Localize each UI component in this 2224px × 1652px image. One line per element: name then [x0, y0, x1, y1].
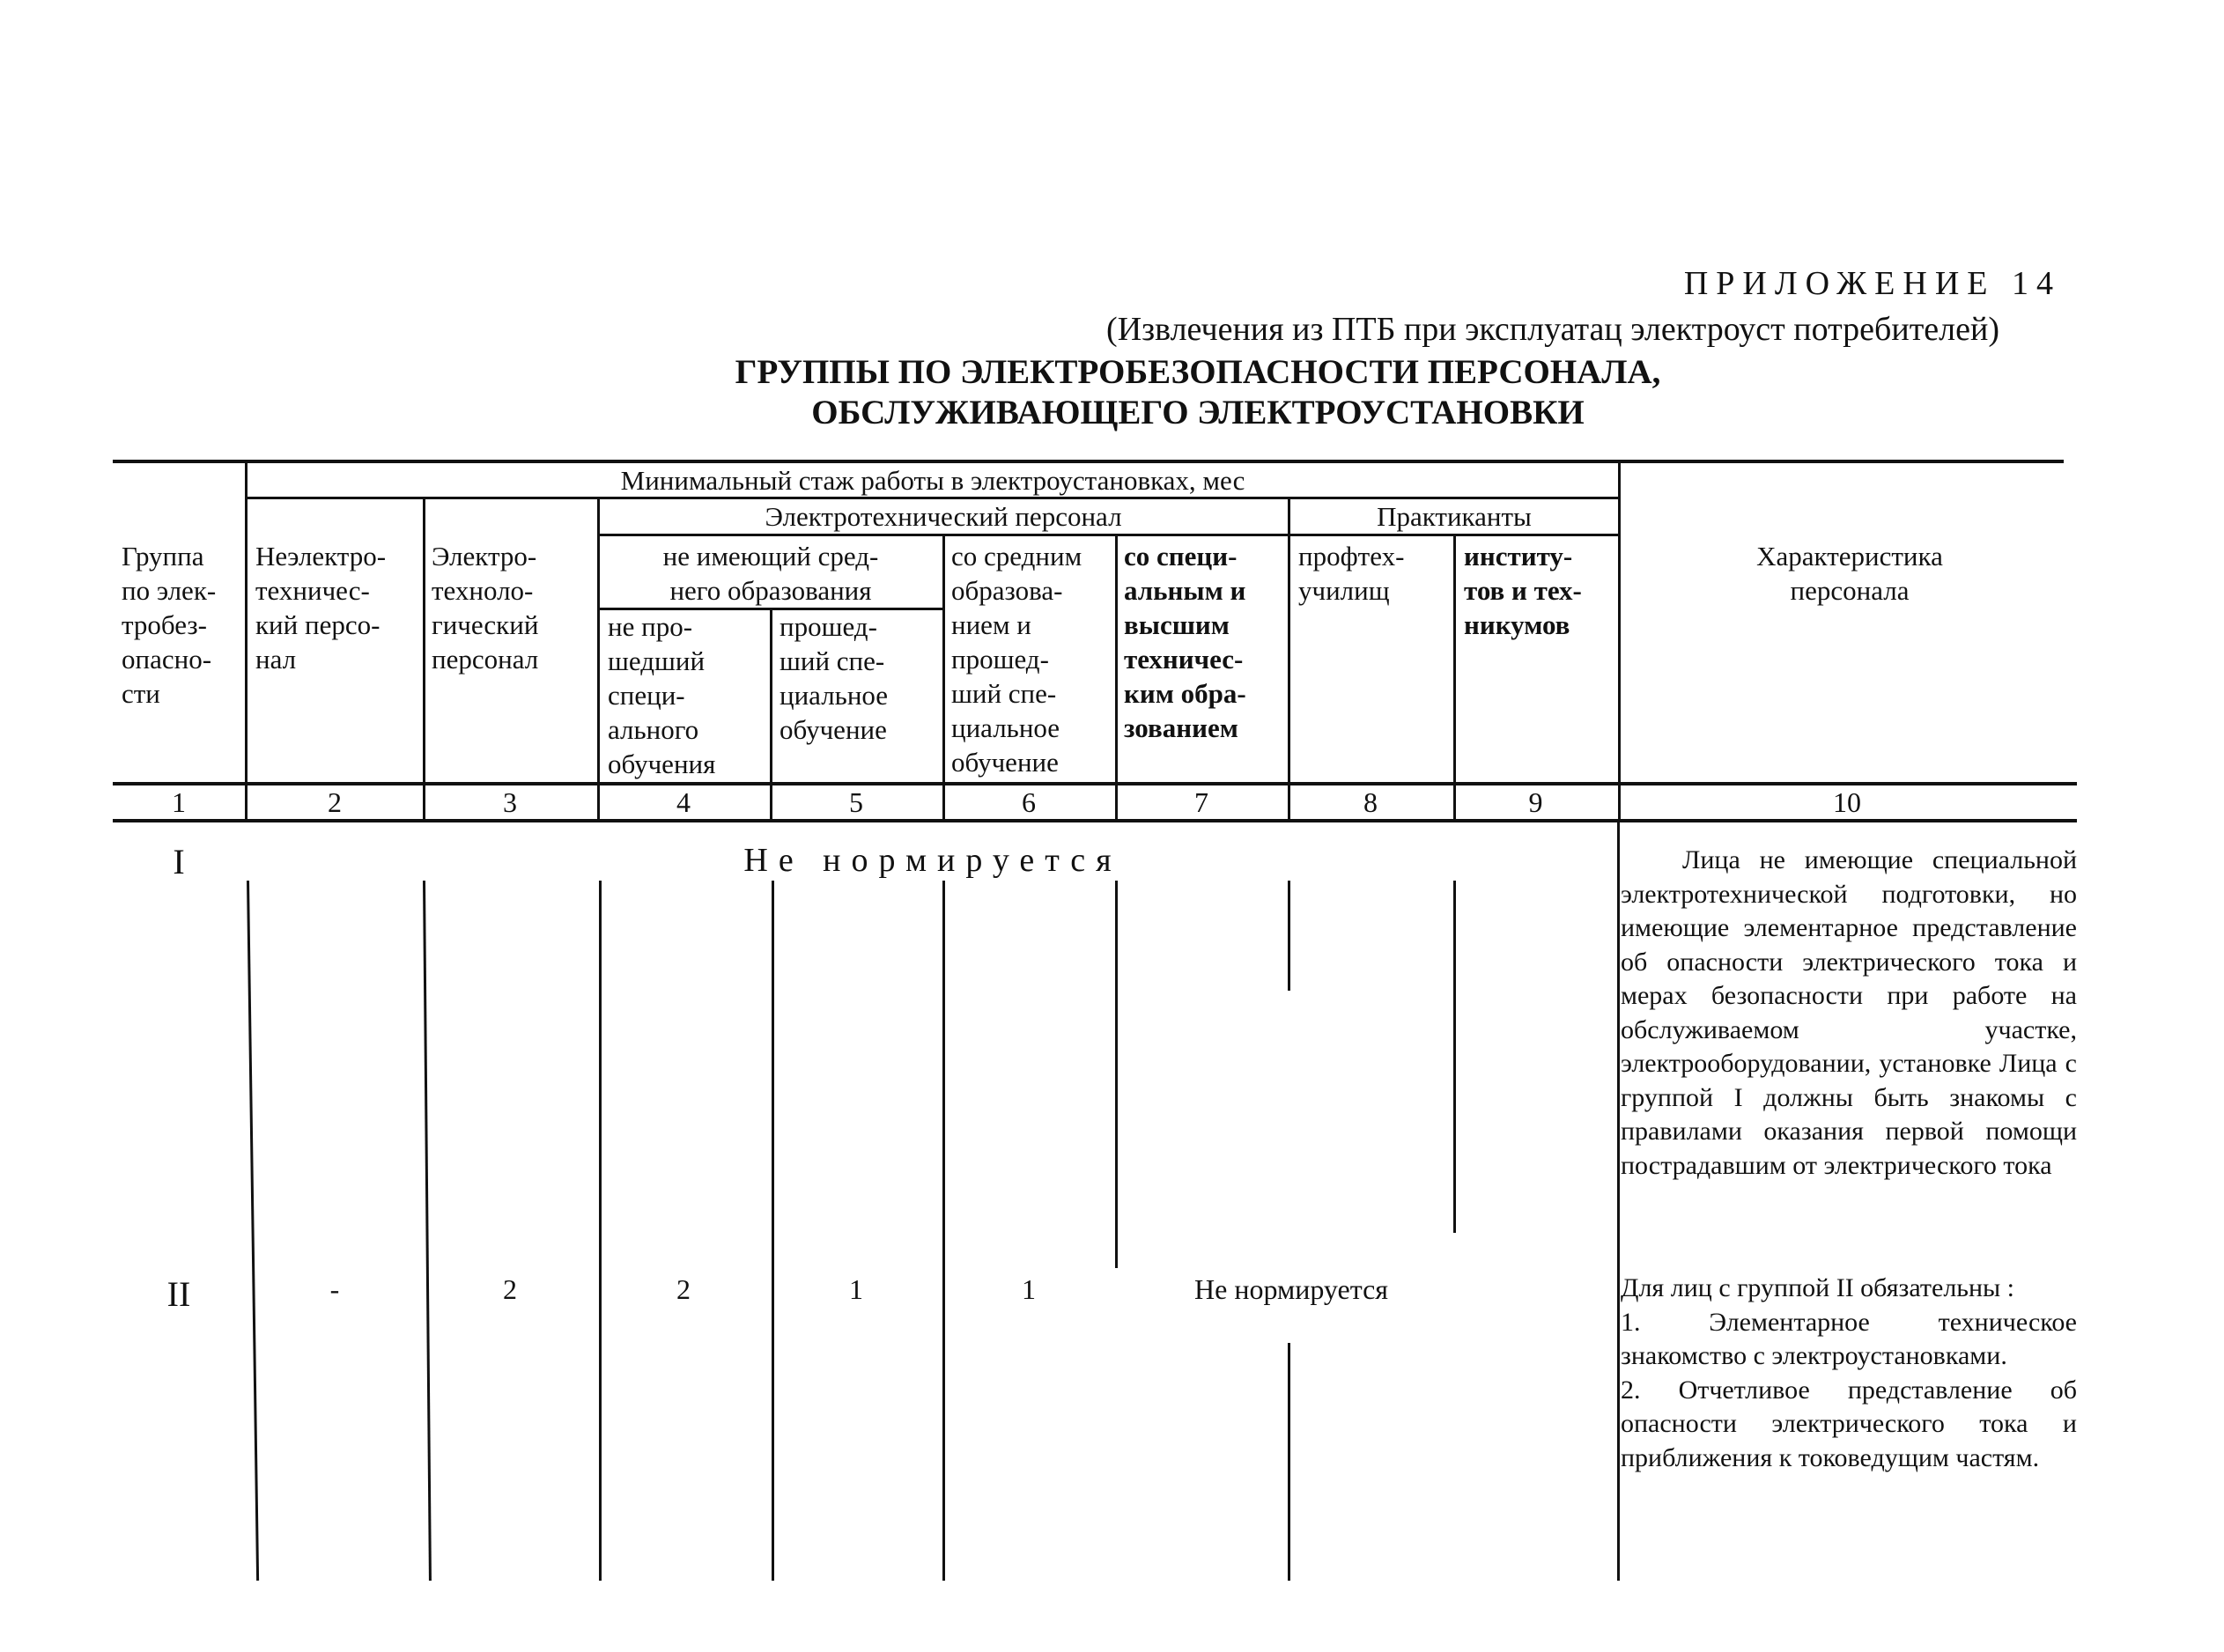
value-cell: 2 [503, 1273, 517, 1305]
column-number: 1 [172, 786, 186, 818]
document-title [458, 352, 1938, 433]
header-institutes: институ- тов и тех- никумов [1464, 541, 1582, 640]
header-non-electrotechnical: Неэлектро- техничес- кий персо- нал [255, 541, 387, 675]
header-divider-2 [423, 497, 425, 821]
group-number: I [173, 842, 185, 881]
numbers-top-border [113, 782, 2077, 785]
header-no-training: не про- шедший специ- ального обучения [608, 611, 716, 779]
body-divider-8 [1453, 881, 1456, 1233]
body-divider-7b [1288, 1343, 1290, 1581]
title-line-1: ГРУППЫ ПО ЭЛЕКТРОБЕЗОПАСНОСТИ ПЕРСОНАЛА, [735, 353, 1661, 391]
column-number: 3 [503, 786, 517, 818]
body-divider-3 [599, 881, 602, 1581]
not-regulated-text: Не нормируется [1194, 1273, 1388, 1305]
header-min-experience: Минимальный стаж работы в электроустановках, мес [620, 465, 1245, 496]
group-description [1621, 1272, 2077, 1475]
body-divider-2 [423, 881, 432, 1581]
value-cell: 1 [1022, 1273, 1036, 1305]
body-divider-7a [1288, 881, 1290, 991]
header-line-2 [599, 534, 1619, 536]
header-divider-7 [1288, 497, 1290, 821]
column-number: 6 [1022, 786, 1036, 818]
value-cell: - [329, 1273, 340, 1305]
header-divider-1 [245, 460, 248, 821]
value-cell: 2 [676, 1273, 691, 1305]
header-electrotechnical: Электротехнический персонал [765, 501, 1122, 532]
body-divider-6 [1115, 881, 1118, 1268]
column-number: 7 [1194, 786, 1208, 818]
body-divider-1 [247, 881, 259, 1581]
header-higher: со специ- альным и высшим техничес- ким обра- зованием [1124, 541, 1246, 743]
group-description: Лица не имеющие специальной электротехнической подготовки, но имеющие элементарное представление об опасности электрического тока и мерах безопасности при работе на обслуживаемом участке, электрооборудовании, установке Лица с группой I должны быть знакомы с правилами оказания первой помощи пострадавшим от электрического тока [1621, 845, 2077, 1180]
header-interns: Практиканты [1377, 501, 1532, 532]
description-line: Для лиц с группой II обязательны : [1621, 1273, 2015, 1302]
header-divider-6 [1115, 534, 1118, 821]
numbers-bottom-border [113, 819, 2077, 822]
header-secondary: со средним образова- нием и прошед- ший спе- циальное обучение [951, 541, 1082, 778]
column-number: 2 [328, 786, 342, 818]
description-line: 2. Отчетливое представление об опасности электрического тока и приближения к токоведущим частям. [1621, 1375, 2077, 1472]
description-line: 1. Элементарное техническое знакомство с электроустановками. [1621, 1307, 2077, 1370]
header-divider-8 [1453, 534, 1456, 821]
document-subtitle: (Извлечения из ПТБ при эксплуатац электроуст потребителей) [1106, 311, 1999, 348]
header-group: Группа по элек- тробез- опасно- сти [122, 541, 217, 709]
group-number: II [166, 1274, 191, 1314]
column-number: 9 [1528, 786, 1543, 818]
column-number: 10 [1833, 786, 1861, 818]
appendix-label: ПРИЛОЖЕНИЕ 14 [1683, 265, 2061, 302]
header-vocational: профтех- училищ [1298, 541, 1405, 606]
header-no-secondary: не имеющий сред- него образования [662, 541, 879, 606]
title-line-2: ОБСЛУЖИВАЮЩЕГО ЭЛЕКТРОУСТАНОВКИ [811, 394, 1585, 431]
header-characteristics: Характеристика персонала [1756, 541, 1943, 606]
column-number: 5 [849, 786, 863, 818]
column-number: 4 [676, 786, 691, 818]
column-number: 8 [1363, 786, 1378, 818]
header-electrotechnological: Электро- техноло- гический персонал [432, 541, 539, 675]
body-divider-5 [942, 881, 945, 1581]
body-divider-9 [1617, 822, 1620, 1581]
header-divider-5 [942, 534, 945, 821]
not-regulated-text: Не нормируется [743, 842, 1122, 879]
header-with-training: прошед- ший спе- циальное обучение [780, 611, 889, 745]
body-divider-4 [772, 881, 774, 1581]
value-cell: 1 [849, 1273, 863, 1305]
